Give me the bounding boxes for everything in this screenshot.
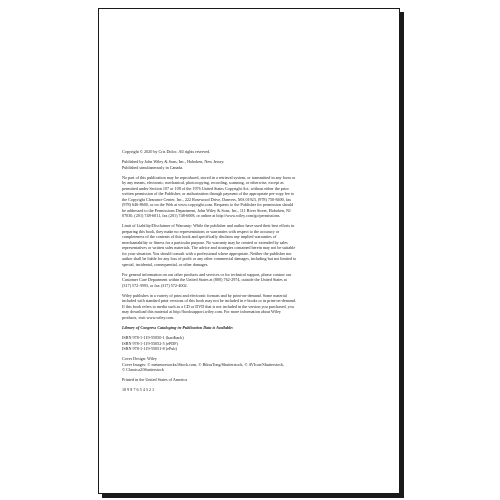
formats-paragraph: Wiley publishes in a variety of print and electronic formats and by print-on-demand. Some material included with standard print versions of this book may not be included in e-books or in print-on-demand. If this book refers to media such as a CD or DVD that is not included in the version you purchased, you may download this material at http://booksupport.wiley.com. For more information about Wiley products, visit www.wiley.com. [122, 292, 296, 320]
publisher-info: Published by John Wiley & Sons, Inc., Hoboken, New Jersey. Published simultaneously in Canada. [122, 159, 225, 170]
book-page [98, 8, 400, 494]
isbn-list: ISBN 978-1-119-55050-1 (hardback) ISBN 978-1-119-55052-5 (ePDF) ISBN 978-1-119-55051-8 (ePub) [122, 335, 184, 352]
rights-paragraph: No part of this publication may be reproduced, stored in a retrieval system, or transmitted in any form or by any means, electronic, mechanical, photocopying, recording, scanning, or otherwise, except as permitted under Section 107 or 108 of the 1976 United States Copyright Act, without either the prior written permission of the Publisher, or authorization through payment of the appropriate per-copy fee to the Copyright Clearance Center, Inc., 222 Rosewood Drive, Danvers, MA 01923, (978) 750-8400, fax (978) 646-8600, or on the Web at www.copyright.com. Requests to the Publisher for permission should be addressed to the Permissions Department, John Wiley & Sons, Inc., 111 River Street, Hoboken, NJ 07030, (201) 748-6011, fax (201) 748-6008, or online at http://www.wiley.com/go/permissions. [122, 174, 296, 219]
cover-credits: Cover Design: Wiley Cover Images: © metamorworks/iStock.com, © BiksuTong/Shutterstock, © AVIcon/Shutterstock, © Classica2/Shutterstock [122, 356, 285, 373]
copyright-page-text [122, 149, 380, 398]
printer-key: 10 9 8 7 6 5 4 3 2 1 [122, 387, 155, 393]
loc-heading: Library of Congress Cataloging-in-Publication Data is Available: [122, 325, 234, 331]
copyright-notice: Copyright © 2020 by Cris Doloc. All rights reserved. [122, 149, 211, 154]
disclaimer-paragraph: Limit of Liability/Disclaimer of Warranty: While the publisher and author have used their best efforts in preparing this book, they make no representations or warranties with respect to the accuracy or completeness of the contents of this book and specifically disclaim any implied warranties of merchantability or fitness for a particular purpose. No warranty may be created or extended by sales representatives or written sales materials. The advice and strategies contained herein may not be suitable for your situation. You should consult with a professional where appropriate. Neither the publisher nor author shall be liable for any loss of profit or any other commercial damages, including but not limited to special, incidental, consequential, or other damages. [122, 223, 297, 267]
printed-notice: Printed in the United States of America [122, 377, 188, 383]
support-paragraph: For general information on our other products and services or for technical support, please contact our Customer Care Department within the United States at (800) 762-2974, outside the United States at (317) 572-3993, or fax (317) 572-4002. [122, 271, 292, 288]
